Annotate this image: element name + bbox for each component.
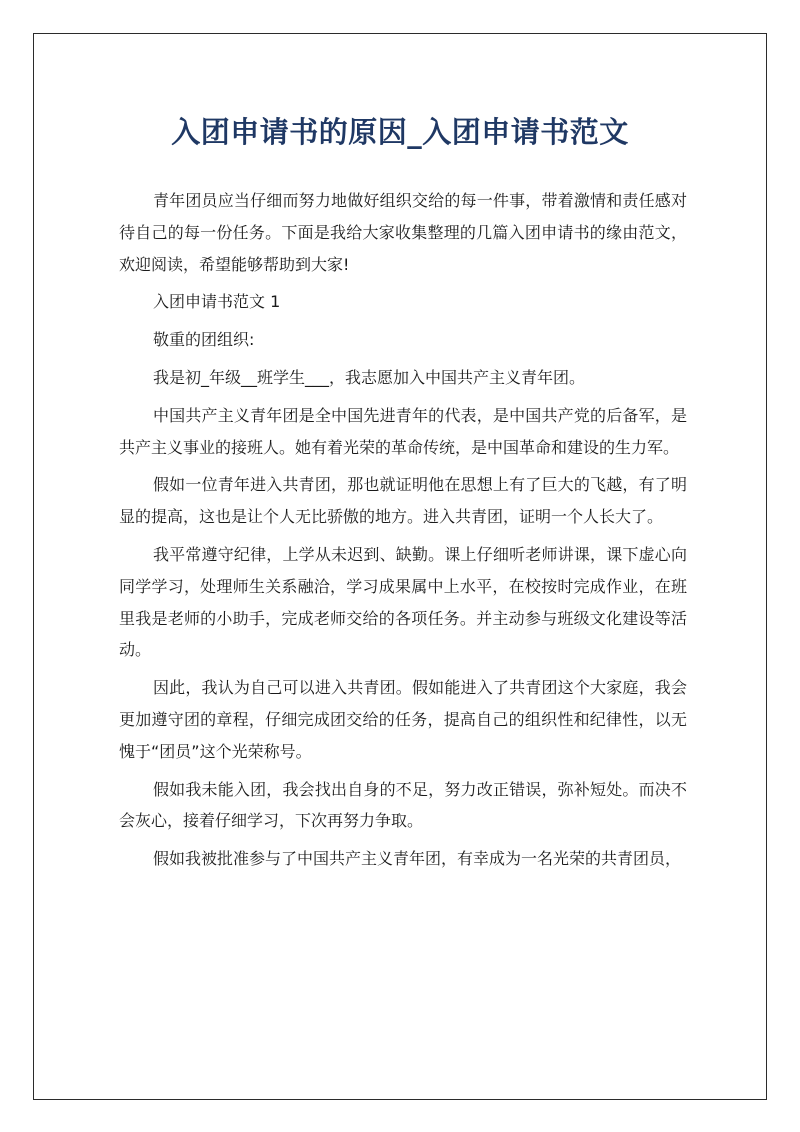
- document-title: 入团申请书的原因_入团申请书范文: [171, 115, 629, 149]
- salutation: 敬重的团组织:: [153, 330, 255, 350]
- body-paragraph: 中国共产主义青年团是全中国先进青年的代表，是中国共产党的后备军，是共产主义事业的接班人。她有着光荣的革命传统，是中国革命和建设的生力军。: [119, 405, 687, 457]
- document-body: [119, 185, 687, 881]
- body-paragraph: 我平常遵守纪律，上学从未迟到、缺勤。课上仔细听老师讲课，课下虚心向同学学习，处理师生关系融洽，学习成果属中上水平，在校按时完成作业，在班里我是老师的小助手，完成老师交给的各项任务。并主动参与班级文化建设等活动。: [119, 544, 687, 660]
- body-paragraph: 假如我被批准参与了中国共产主义青年团，有幸成为一名光荣的共青团员，: [153, 849, 682, 869]
- intro-paragraph: 青年团员应当仔细而努力地做好组织交给的每一件事，带着激情和责任感对待自己的每一份任务。下面是我给大家收集整理的几篇入团申请书的缘由范文，欢迎阅读，希望能够帮助到大家!: [119, 191, 687, 274]
- body-paragraph: 我是初_年级__班学生___，我志愿加入中国共产主义青年团。: [153, 367, 586, 387]
- body-paragraph: 因此，我认为自己可以进入共青团。假如能进入了共青团这个大家庭，我会更加遵守团的章程，仔细完成团交给的任务，提高自己的组织性和纪律性，以无愧于“团员”这个光荣称号。: [119, 678, 687, 761]
- body-paragraph: 假如一位青年进入共青团，那也就证明他在思想上有了巨大的飞越，有了明显的提高，这也是让个人无比骄傲的地方。进入共青团，证明一个人长大了。: [119, 475, 687, 527]
- section-heading: 入团申请书范文 1: [153, 292, 281, 312]
- body-paragraph: 假如我未能入团，我会找出自身的不足，努力改正错误，弥补短处。而决不会灰心，接着仔细学习，下次再努力争取。: [119, 779, 687, 831]
